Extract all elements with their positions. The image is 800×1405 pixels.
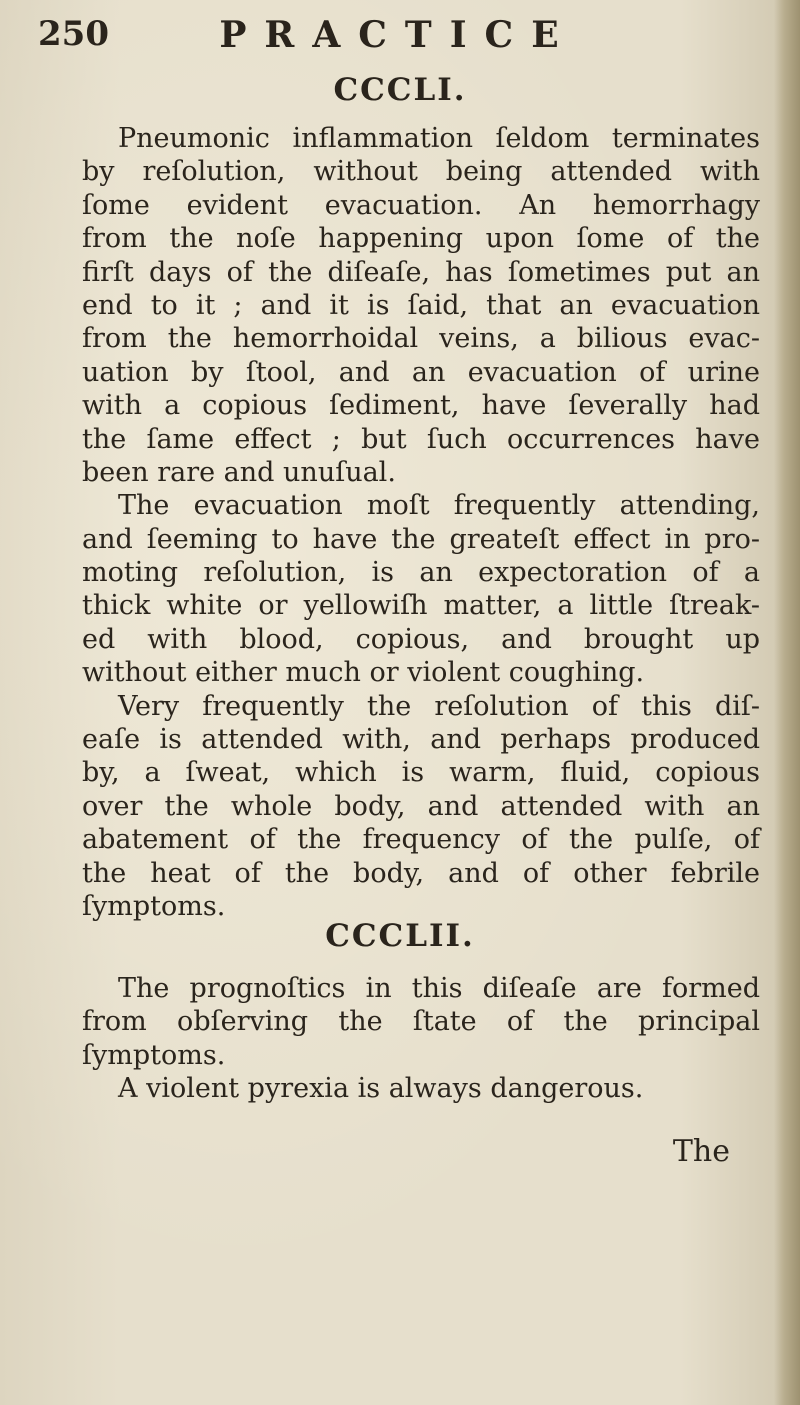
text-line: moting reſolution, is an expectoration of a — [82, 557, 760, 589]
catchword: The — [672, 1134, 730, 1169]
running-head: PRACTICE — [219, 14, 577, 56]
text-line: with a copious ſediment, have ſeverally had — [82, 390, 760, 422]
text-line: over the whole body, and attended with an — [82, 790, 760, 822]
text-line: the ſame effect ; but ſuch occurrences have — [82, 423, 760, 455]
page-header — [38, 14, 758, 62]
page-edge — [774, 0, 800, 1405]
text-line: eaſe is attended with, and perhaps produced — [82, 724, 760, 756]
text-line: from obſerving the ſtate of the principal — [82, 1006, 760, 1038]
text-line: from the noſe happening upon ſome of the — [82, 223, 760, 255]
text-line: ſome evident evacuation. An hemorrhagy — [82, 189, 760, 221]
page-number: 250 — [38, 14, 109, 54]
text-line: and ſeeming to have the greateſt effect in pro- — [82, 523, 760, 555]
text-line: Very frequently the reſolution of this diſ- — [118, 690, 760, 722]
text-line: been rare and unuſual. — [82, 456, 396, 488]
text-line: the heat of the body, and of other febrile — [82, 857, 760, 889]
text-line: firſt days of the diſeaſe, has ſometimes put an — [82, 256, 760, 288]
text-line: ſymptoms. — [82, 1039, 226, 1071]
section-number: CCCLI. — [333, 72, 467, 108]
text-line: end to it ; and it is ſaid, that an evacuation — [82, 289, 760, 321]
section-text — [82, 122, 760, 923]
text-line: by reſolution, without being attended with — [82, 156, 760, 188]
text-line: The prognoſtics in this diſeaſe are formed — [118, 973, 760, 1004]
section-number: CCCLII. — [325, 918, 475, 954]
section-text — [82, 972, 760, 1106]
text-line: by, a ſweat, which is warm, fluid, copious — [82, 757, 760, 789]
text-line: without either much or violent coughing. — [82, 657, 645, 689]
text-line: ed with blood, copious, and brought up — [82, 623, 760, 655]
text-line: The evacuation moſt frequently attending, — [118, 490, 760, 522]
text-line: abatement of the frequency of the pulſe, of — [82, 824, 760, 856]
text-line: A violent pyrexia is always dangerous. — [118, 1073, 644, 1105]
text-line: uation by ſtool, and an evacuation of urine — [82, 356, 760, 388]
text-line: Pneumonic inflammation ſeldom terminates — [118, 123, 760, 154]
text-line: ſymptoms. — [82, 890, 226, 922]
text-line: thick white or yellowiſh matter, a little ſtreak- — [82, 590, 760, 622]
text-line: from the hemorrhoidal veins, a bilious evac- — [82, 323, 760, 355]
